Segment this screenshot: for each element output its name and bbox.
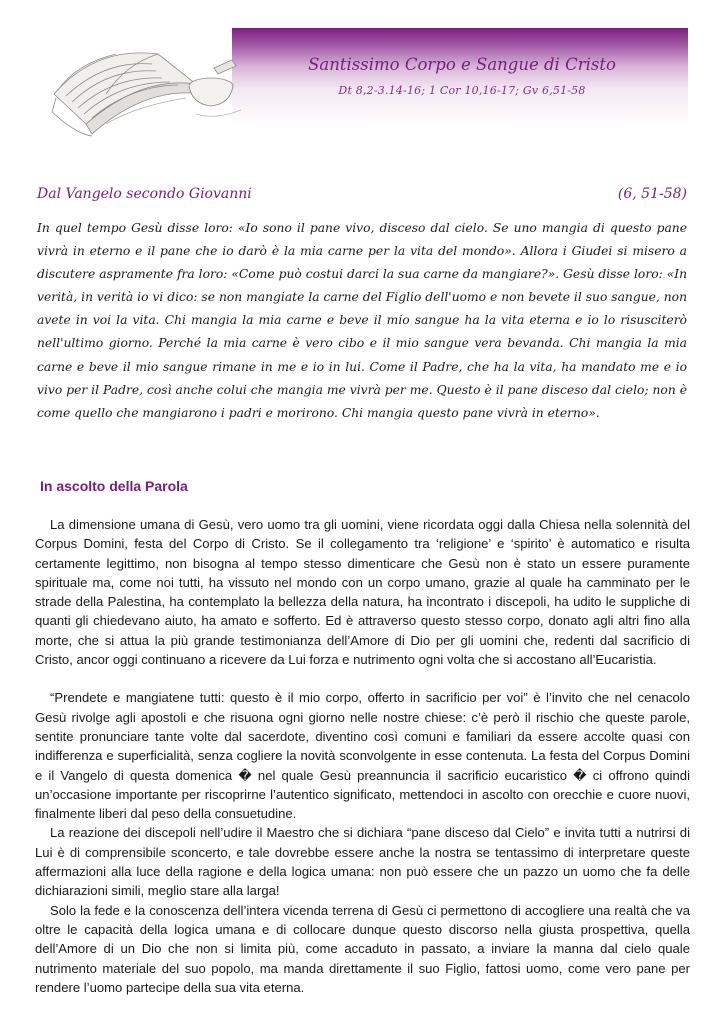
header-band — [232, 28, 688, 126]
gospel-heading: Dal Vangelo secondo Giovanni — [37, 186, 252, 202]
page-title: Santissimo Corpo e Sangue di Cristo — [308, 55, 616, 74]
commentary-paragraph: La reazione dei discepoli nell’udire il Maestro che si dichiara “pane disceso dal Cielo” e invita tutti a nutrirsi di Lui è di comprensibile sconcerto, e tale dovrebbe essere anche la nostra se tentassimo di interpretare queste affermazioni alla luce della ragione e della logica umana: non può essere che un pazzo un uomo che fa delle dichiarazioni simili, meglio stare alla larga! — [35, 825, 690, 899]
gospel-text: In quel tempo Gesù disse loro: «Io sono il pane vivo, disceso dal cielo. Se uno mangia di questo pane vivrà in eterno e il pane che io darò è la mia carne per la vita del mondo». Allora i Giudei si misero a discutere aspramente fra loro: «Come può costui darci la sua carne da mangiare?». Gesù disse loro: «In verità, in verità io vi dico: se non mangiate la carne del Figlio dell'uomo e non bevete il suo sangue, non avete in voi la vita. Chi mangia la mia carne e beve il mio sangue ha la vita eterna e io lo risusciterò nell'ultimo giorno. Perché la mia carne è vero cibo e il mio sangue vera bevanda. Chi mangia la mia carne e beve il mio sangue rimane in me e io in lui. Come il Padre, che ha la vita, ha mandato me e io vivo per il Padre, così anche colui che mangia me vivrà per me. Questo è il pane disceso dal cielo; non è come quello che mangiarono i padri e morirono. Chi mangia questo pane vivrà in eterno». — [37, 221, 687, 420]
open-book-illustration — [46, 24, 246, 142]
readings-references: Dt 8,2-3.14-16; 1 Cor 10,16-17; Gv 6,51-58 — [338, 84, 586, 97]
commentary-paragraph: La dimensione umana di Gesù, vero uomo tra gli uomini, viene ricordata oggi dalla Chiesa nella solennità del Corpus Domini, festa del Corpo di Cristo. Se il collegamento tra ‘religione’ e ‘spirito’ è automatico e risulta certamente legittimo, non bisogna al tempo stesso dimenticare che Gesù non è stato un essere puramente spirituale ma, come noi tutti, ha vissuto nel mondo con un corpo umano, grazie al quale ha camminato per le strade della Palestina, ha contemplato la bellezza della natura, ha incontrato i discepoli, ha udito le suppliche di quanti gli chiedevano aiuto, ha amato e sofferto. Ed è attraverso questo stesso corpo, donato agli altri fino alla morte, che si attua la più grande testimonianza dell’Amore di Dio per gli uomini che, redenti dal sacrificio di Cristo, ancor oggi continuano a ricevere da Lui forza e nutrimento ogni volta che si accostano all’Eucaristia. — [35, 517, 690, 668]
commentary-body — [35, 515, 690, 997]
gospel-reference: (6, 51-58) — [617, 186, 687, 202]
commentary-paragraph: “Prendete e mangiatene tutti: questo è il mio corpo, offerto in sacrificio per voi” è l’invito che nel cenacolo Gesù rivolge agli apostoli e che risuona ogni giorno nelle nostre chiese: c’è però il rischio che queste parole, sentite pronunciare tante volte dal sacerdote, diventino così comuni e familiari da essere accolte quasi con indifferenza e superficialità, senza cogliere la novità sconvolgente in esse contenuta. La festa del Corpus Domini e il Vangelo di questa domenica � nel quale Gesù preannuncia il sacrificio eucaristico � ci offrono quindi un’occasione importante per riscoprirne l’autentico significato, mettendoci in ascolto con orecchie e cuore nuovi, finalmente liberi dal peso della consuetudine. — [35, 690, 690, 822]
commentary-heading: In ascolto della Parola — [40, 478, 188, 494]
commentary-paragraph: Solo la fede e la conoscenza dell’intera vicenda terrena di Gesù ci permettono di accogliere una realtà che va oltre le capacità della logica umana e di collocare dunque questo discorso nella giusta prospettiva, quella dell’Amore di un Dio che non si limita più, come accaduto in passato, a inviare la manna dal cielo quale nutrimento materiale del suo popolo, ma manda direttamente il suo Figlio, fattosi uomo, come vero pane per rendere l’uomo partecipe della sua vita eterna. — [35, 902, 690, 995]
